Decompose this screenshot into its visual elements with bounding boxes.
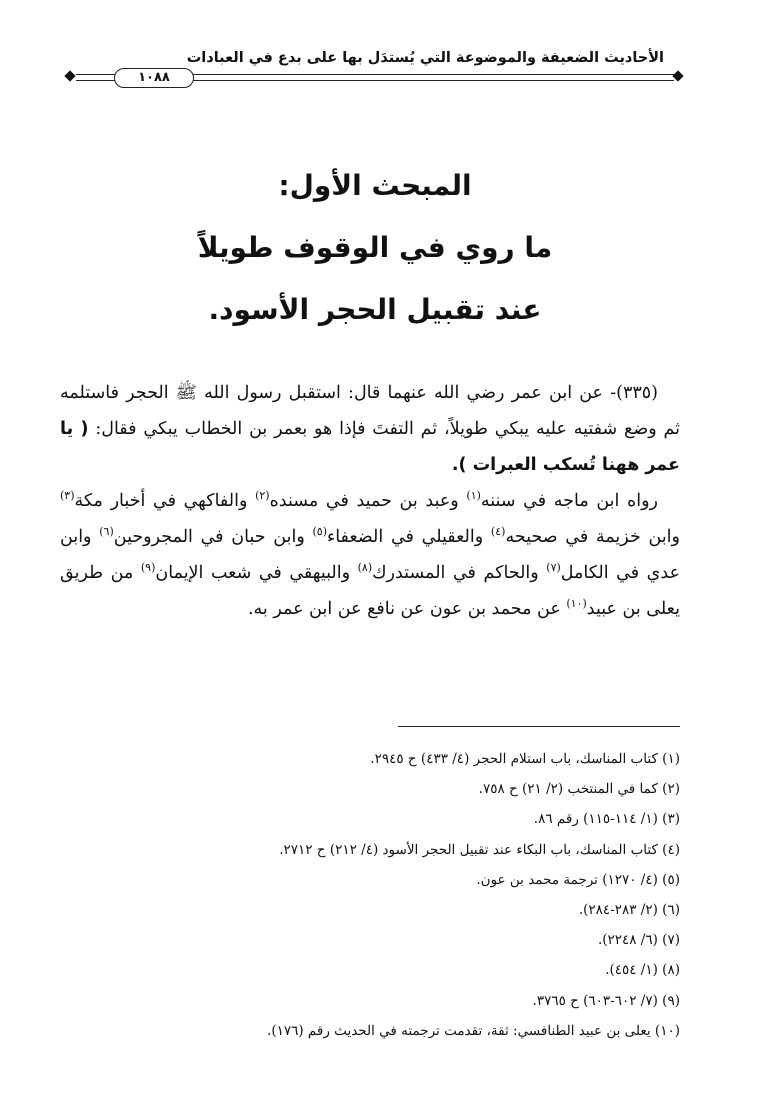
section-heading	[80, 155, 670, 341]
footnote-ref: (٤)	[490, 525, 506, 539]
takhrij-item: والعقيلي في الضعفاء	[327, 527, 491, 547]
footnote-ref: (٥)	[312, 525, 327, 539]
hadith-number: (٣٣٥)-	[610, 383, 658, 403]
takhrij-item: وابن حبان في المجروحين	[113, 527, 313, 547]
footnote-ref: (١٠)	[566, 597, 587, 611]
footnote-9: (٩) (٧/ ٦٠٢-٦٠٣) ح ٣٧٦٥.	[532, 992, 680, 1009]
footnote-2: (٢) كما في المنتخب (٢/ ٢١) ح ٧٥٨.	[478, 781, 680, 798]
page-number: ١٠٨٨	[114, 68, 194, 88]
takhrij-item: وابن عدي في الكامل	[60, 527, 681, 583]
footnote-3: (٣) (١/ ١١٤-١١٥) رقم ٨٦.	[533, 811, 680, 828]
takhrij-item: والحاكم في المستدرك	[372, 563, 547, 583]
hadith-text: عن ابن عمر رضي الله عنهما قال: استقبل رسول الله ﷺ الحجر فاستلمه ثم وضع شفتيه عليه يبكي طويلاً، ثم التفتَ فإذا هو بعمر بن الخطاب يبكي فقال:	[60, 383, 680, 439]
takhrij-paragraph	[60, 483, 680, 627]
footnote-ref: (٣)	[60, 489, 75, 503]
hadith-paragraph	[60, 375, 680, 483]
footnote-6: (٦) (٢/ ٢٨٣-٢٨٤).	[578, 902, 680, 919]
footnote-ref: (٩)	[140, 561, 156, 575]
takhrij-item: وابن خزيمة في صحيحه	[505, 527, 680, 547]
takhrij-item: وعبد بن حميد في مسنده	[269, 491, 467, 511]
footnote-5: (٥) (٤/ ١٢٧٠) ترجمة محمد بن عون.	[476, 871, 680, 888]
heading-line-3: عند تقبيل الحجر الأسود.	[208, 293, 542, 326]
main-text	[60, 375, 680, 627]
footnote-1: (١) كتاب المناسك، باب استلام الحجر (٤/ ٤٣٣) ح ٢٩٤٥.	[370, 751, 680, 767]
footnote-ref: (١)	[466, 489, 481, 503]
takhrij-item: من طريق يعلى بن عبيد	[60, 563, 680, 619]
footnotes	[60, 744, 680, 1046]
footnote-8: (٨) (١/ ٤٥٤).	[605, 962, 680, 979]
hadith-quote: ( يا عمر ههنا تُسكب العبرات ).	[60, 419, 680, 475]
takhrij-item: والبيهقي في شعب الإيمان	[155, 563, 358, 583]
takhrij-end: عن محمد بن عون عن نافع عن ابن عمر به.	[247, 599, 567, 619]
footnote-separator	[398, 726, 680, 727]
footnote-7: (٧) (٦/ ٢٢٤٨).	[597, 932, 680, 949]
running-title: الأحاديث الضعيفة والموضوعة التي يُستدَل بها على بدع في العبادات	[186, 50, 664, 66]
page-header	[64, 44, 678, 94]
footnote-ref: (٨)	[357, 561, 373, 575]
heading-line-2: ما روي في الوقوف طويلاً	[197, 231, 553, 264]
takhrij-item: والفاكهي في أخبار مكة	[74, 491, 256, 511]
footnote-10: (١٠) يعلى بن عبيد الطنافسي: ثقة، تقدمت ترجمته في الحديث رقم (١٧٦).	[267, 1022, 680, 1039]
takhrij-item: رواه ابن ماجه في سننه	[480, 491, 658, 511]
diamond-ornament-left	[64, 70, 75, 81]
footnote-ref: (٧)	[546, 561, 561, 575]
footnote-4: (٤) كتاب المناسك، باب البكاء عند تقبيل الحجر الأسود (٤/ ٢١٢) ح ٢٧١٢.	[279, 841, 680, 858]
heading-line-1: المبحث الأول:	[278, 169, 472, 202]
footnote-ref: (٢)	[255, 489, 270, 503]
footnote-ref: (٦)	[99, 525, 114, 539]
diamond-ornament-right	[672, 70, 683, 81]
